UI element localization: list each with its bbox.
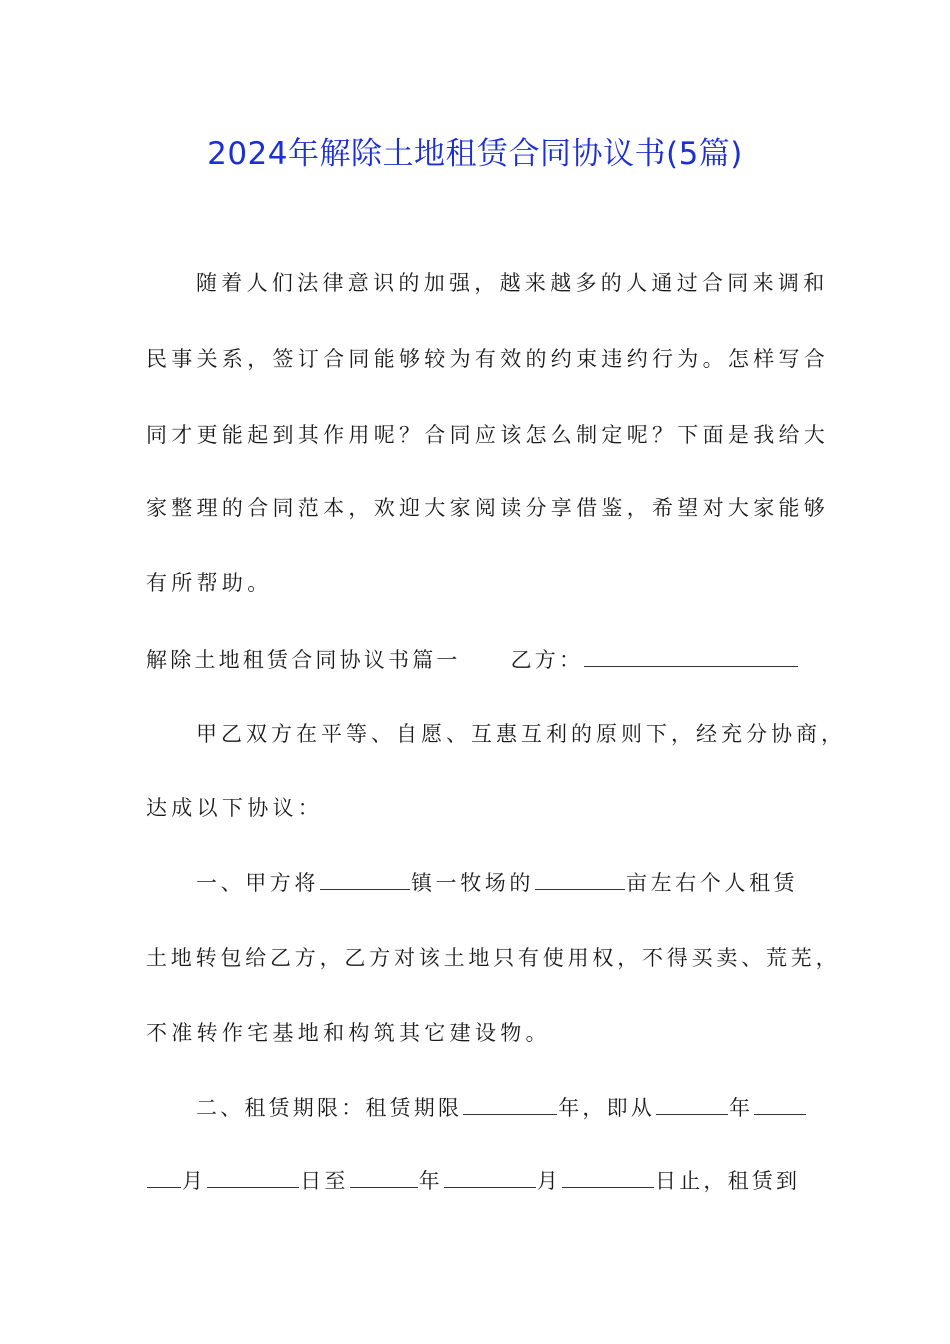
- party-b-blank: [584, 646, 798, 667]
- start-month-blank-a: [754, 1094, 806, 1115]
- town-blank: [320, 869, 410, 890]
- clause2-part-b: 年，即从: [558, 1096, 656, 1120]
- clause1-part-a: 一、甲方将: [196, 871, 319, 895]
- intro-line-2: 民事关系，签订合同能够较为有效的约束违约行为。怎样写合: [146, 347, 830, 371]
- para1-line-1: 甲乙双方在平等、自愿、互惠互利的原则下，经充分协商，: [196, 722, 846, 746]
- end-day-blank: [562, 1167, 654, 1188]
- clause2-part-e: 日至: [300, 1169, 349, 1193]
- party-b-label: 乙方：: [510, 648, 584, 672]
- section-heading: 解除土地租赁合同协议书篇一: [146, 648, 461, 672]
- clause2-part-d: 月: [182, 1169, 207, 1193]
- clause1-line-3: 不准转作宅基地和构筑其它建设物。: [146, 1021, 551, 1045]
- start-month-blank-b: [147, 1167, 181, 1188]
- clause1-line-2: 土地转包给乙方，乙方对该土地只有使用权，不得买卖、荒芜，: [146, 946, 841, 970]
- clause2-part-f: 年: [418, 1169, 443, 1193]
- start-year-blank: [656, 1094, 728, 1115]
- intro-line-1: 随着人们法律意识的加强，越来越多的人通过合同来调和: [196, 271, 829, 295]
- area-blank: [535, 869, 625, 890]
- section-heading-row: [146, 645, 799, 675]
- clause2-part-h: 日止，租赁到: [655, 1169, 801, 1193]
- intro-line-4: 家整理的合同范本，欢迎大家阅读分享借鉴，希望对大家能够: [146, 496, 830, 520]
- document-title: 2024年解除土地租赁合同协议书(5篇): [207, 136, 743, 172]
- clause2-line-2: [146, 1166, 800, 1196]
- para1-line-2: 达成以下协议：: [146, 796, 324, 820]
- intro-line-3: 同才更能起到其作用呢？合同应该怎么制定呢？下面是我给大: [146, 423, 830, 447]
- clause2-part-c: 年: [729, 1096, 754, 1120]
- clause1-part-c: 亩左右个人租赁: [626, 871, 799, 895]
- term-years-blank: [463, 1094, 557, 1115]
- clause1-part-b: 镇一牧场的: [411, 871, 534, 895]
- clause2-line-1: [196, 1093, 807, 1123]
- clause2-part-a: 二、租赁期限：租赁期限: [196, 1096, 463, 1120]
- end-month-blank: [444, 1167, 536, 1188]
- intro-line-5: 有所帮助。: [146, 571, 273, 595]
- clause2-part-g: 月: [536, 1169, 562, 1193]
- end-year-blank: [350, 1167, 418, 1188]
- clause1-line-1: [196, 868, 798, 898]
- start-day-blank: [207, 1167, 299, 1188]
